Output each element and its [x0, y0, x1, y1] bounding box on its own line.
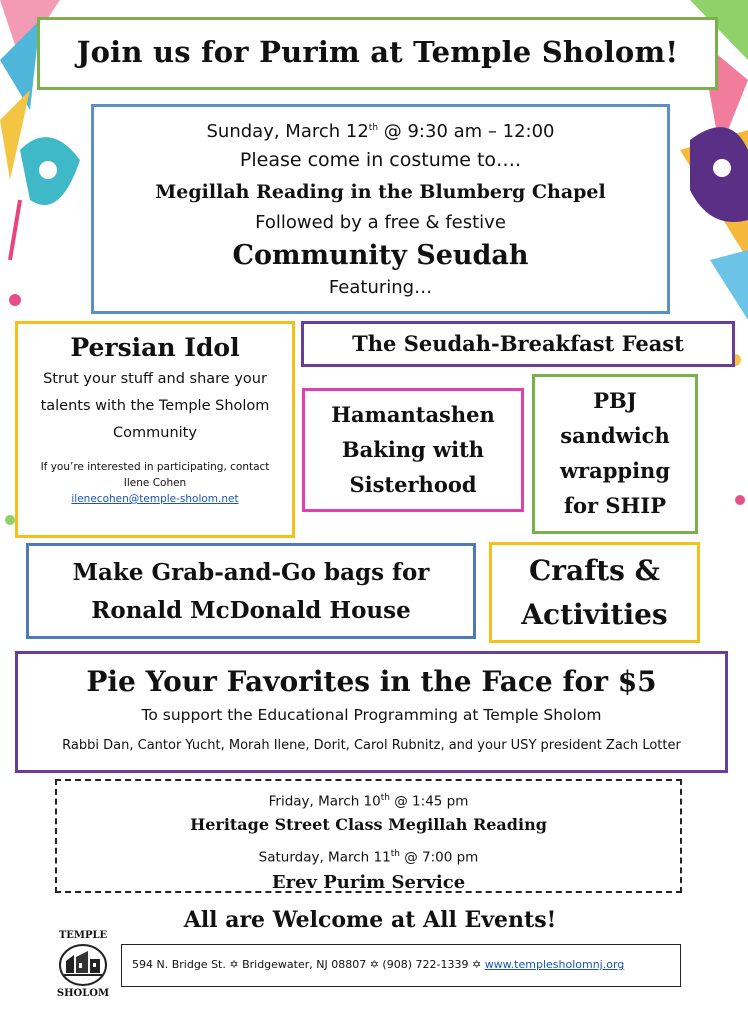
- friday-date: Friday, March 10th @ 1:45 pm: [268, 793, 469, 810]
- crafts-line: Crafts &: [529, 554, 660, 587]
- footer-address: 594 N. Bridge St. ✡ Bridgewater, NJ 08807 ✡ (908) 722-1339 ✡: [132, 958, 485, 971]
- title-banner: [37, 17, 718, 90]
- costume-note: Please come in costume to….: [239, 149, 522, 171]
- temple-sholom-logo: [50, 930, 116, 1000]
- hamantashen-line: Sisterhood: [349, 472, 477, 497]
- footer-address-box: [121, 944, 681, 987]
- grab-and-go-line: Make Grab-and-Go bags for: [72, 559, 430, 586]
- persian-idol-box: [15, 321, 295, 538]
- feast-title: The Seudah-Breakfast Feast: [352, 331, 684, 356]
- crafts-line: Activities: [521, 598, 668, 631]
- pbj-line: wrapping: [559, 458, 671, 483]
- pbj-line: PBJ: [593, 388, 637, 413]
- page-title: Join us for Purim at Temple Sholom!: [76, 35, 679, 69]
- welcome-heading: All are Welcome at All Events!: [183, 907, 557, 933]
- mask-decoration: [690, 127, 748, 222]
- pie-names: Rabbi Dan, Cantor Yucht, Morah Ilene, Dorit, Carol Rubnitz, and your USY president Zach Lotter: [62, 738, 681, 753]
- featuring-label: Featuring…: [328, 277, 433, 298]
- persian-idol-title: Persian Idol: [70, 333, 240, 362]
- temple-building-icon: [58, 943, 108, 987]
- logo-text-bottom: SHOLOM: [56, 988, 110, 999]
- followed-note: Followed by a free & festive: [255, 212, 506, 233]
- pie-title: Pie Your Favorites in the Face for $5: [86, 665, 657, 698]
- pie-box: [15, 651, 728, 773]
- saturday-date: Saturday, March 11th @ 7:00 pm: [258, 848, 479, 865]
- community-seudah-label: Community Seudah: [232, 240, 529, 271]
- logo-text-top: TEMPLE: [58, 930, 108, 941]
- hamantashen-line: Baking with: [341, 437, 485, 462]
- main-event-box: [91, 104, 670, 314]
- saturday-event: Erev Purim Service: [271, 872, 466, 893]
- main-event-date: Sunday, March 12th @ 9:30 am – 12:00: [206, 121, 555, 142]
- website-link[interactable]: www.templesholomnj.org: [484, 958, 625, 971]
- persian-idol-contact: If you’re interested in participating, contact Ilene Cohen: [40, 461, 270, 489]
- pie-subtitle: To support the Educational Programming at Temple Sholom: [141, 706, 602, 724]
- feast-box: [301, 321, 735, 367]
- other-events-box: [55, 779, 682, 893]
- hamantashen-box: [302, 388, 524, 512]
- pbj-box: [532, 374, 698, 534]
- hamantashen-line: Hamantashen: [331, 402, 495, 427]
- email-link[interactable]: ilenecohen@temple-sholom.net: [71, 493, 239, 505]
- grab-and-go-line: Ronald McDonald House: [91, 597, 411, 624]
- grab-and-go-box: [26, 543, 476, 639]
- persian-idol-description: Strut your stuff and share your talents with the Temple Sholom Community: [40, 371, 270, 441]
- friday-event: Heritage Street Class Megillah Reading: [190, 814, 547, 834]
- megillah-reading-label: Megillah Reading in the Blumberg Chapel: [155, 181, 606, 203]
- pbj-line: for SHIP: [563, 493, 667, 518]
- mask-decoration: [10, 137, 80, 260]
- pbj-line: sandwich: [560, 423, 670, 448]
- crafts-box: [489, 542, 700, 643]
